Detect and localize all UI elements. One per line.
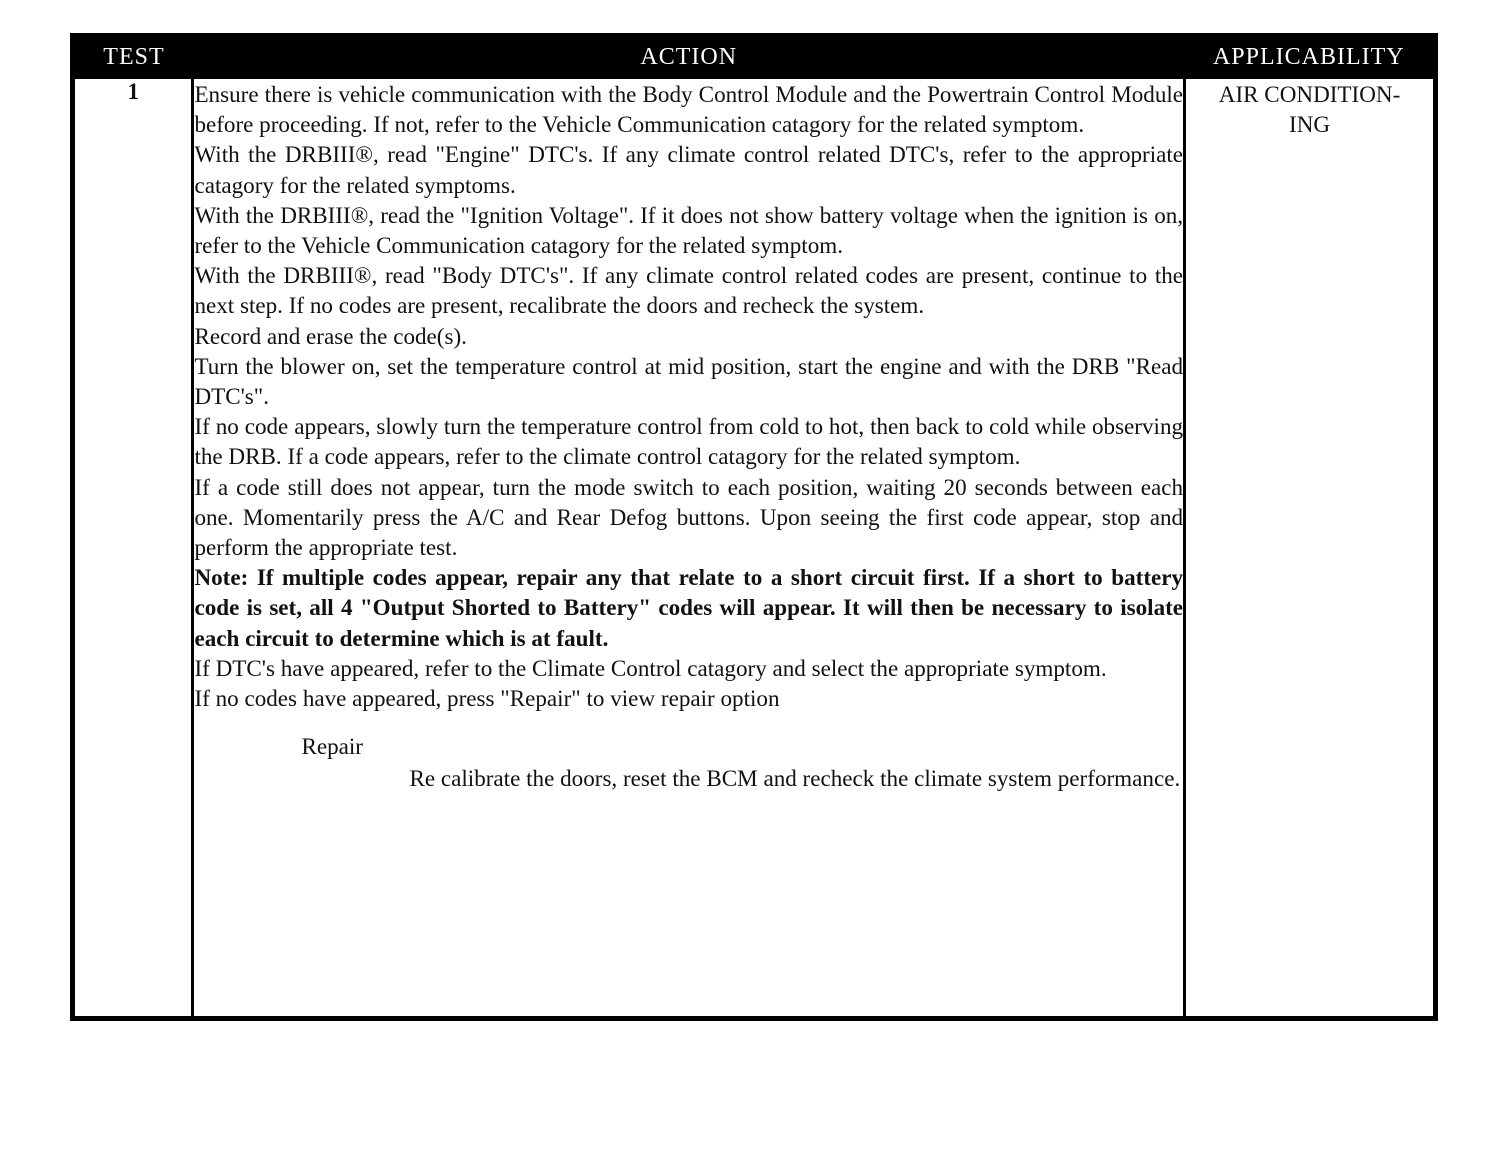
test-number: 1 bbox=[73, 78, 193, 1019]
action-step-ignition-voltage: With the DRBIII®, read the "Ignition Voltage". If it does not show battery voltage when the ignition is on, refer to the Vehicle Communication catagory for the related symptom. bbox=[194, 201, 1184, 259]
action-step-mode-switch: If a code still does not appear, turn the mode switch to each position, waiting 20 seconds between each one. Momentarily press the A/C and Rear Defog buttons. Upon seeing the first code appear, stop and perform the appropriate test. bbox=[194, 473, 1184, 561]
applicability-column-header: APPLICABILITY bbox=[1185, 36, 1436, 78]
action-note-bold: Note: If multiple codes appear, repair any that relate to a short circuit first. If a short to battery code is set, all 4 "Output Shorted to Battery" codes will appear. It will then be necessary to isolate each circuit to determine which is at fault. bbox=[194, 564, 1184, 651]
action-step-record-erase: Record and erase the code(s). bbox=[194, 322, 467, 349]
action-step-dtcs-appeared: If DTC's have appeared, refer to the Climate Control catagory and select the appropriate symptom. bbox=[194, 654, 1107, 681]
repair-text: Re calibrate the doors, reset the BCM and recheck the climate system performance. bbox=[409, 765, 1181, 792]
table-header-row bbox=[73, 36, 1436, 78]
action-step-body-dtcs: With the DRBIII®, read "Body DTC's". If any climate control related codes are present, continue to the next step. If no codes are present, recalibrate the doors and recheck the system. bbox=[194, 262, 1184, 319]
action-step-temperature-sweep: If no code appears, slowly turn the temperature control from cold to hot, then back to cold while observing the DRB. If a code appears, refer to the climate control catagory for the related symptom. bbox=[194, 413, 1184, 470]
test-column-header: TEST bbox=[73, 36, 193, 78]
action-cell bbox=[193, 78, 1185, 1019]
applicability-line-2: ING bbox=[1289, 111, 1331, 138]
action-step-no-codes: If no codes have appeared, press "Repair" to view repair option bbox=[194, 685, 780, 712]
repair-title: Repair bbox=[301, 733, 363, 760]
action-step-vehicle-communication: Ensure there is vehicle communication with the Body Control Module and the Powertrain Control Module before proceeding. If not, refer to the Vehicle Communication catagory for the related symptom. bbox=[194, 81, 1184, 138]
table-row bbox=[73, 78, 1436, 1019]
action-column-header: ACTION bbox=[193, 36, 1185, 78]
applicability-line-1: AIR CONDITION- bbox=[1218, 81, 1401, 107]
test-action-table bbox=[70, 33, 1438, 1021]
action-step-engine-dtcs: With the DRBIII®, read "Engine" DTC's. If any climate control related DTC's, refer to the appropriate catagory for the related symptoms. bbox=[194, 141, 1184, 198]
applicability-cell bbox=[1185, 78, 1436, 1019]
action-step-blower-on: Turn the blower on, set the temperature control at mid position, start the engine and with the DRB "Read DTC's". bbox=[194, 352, 1184, 410]
